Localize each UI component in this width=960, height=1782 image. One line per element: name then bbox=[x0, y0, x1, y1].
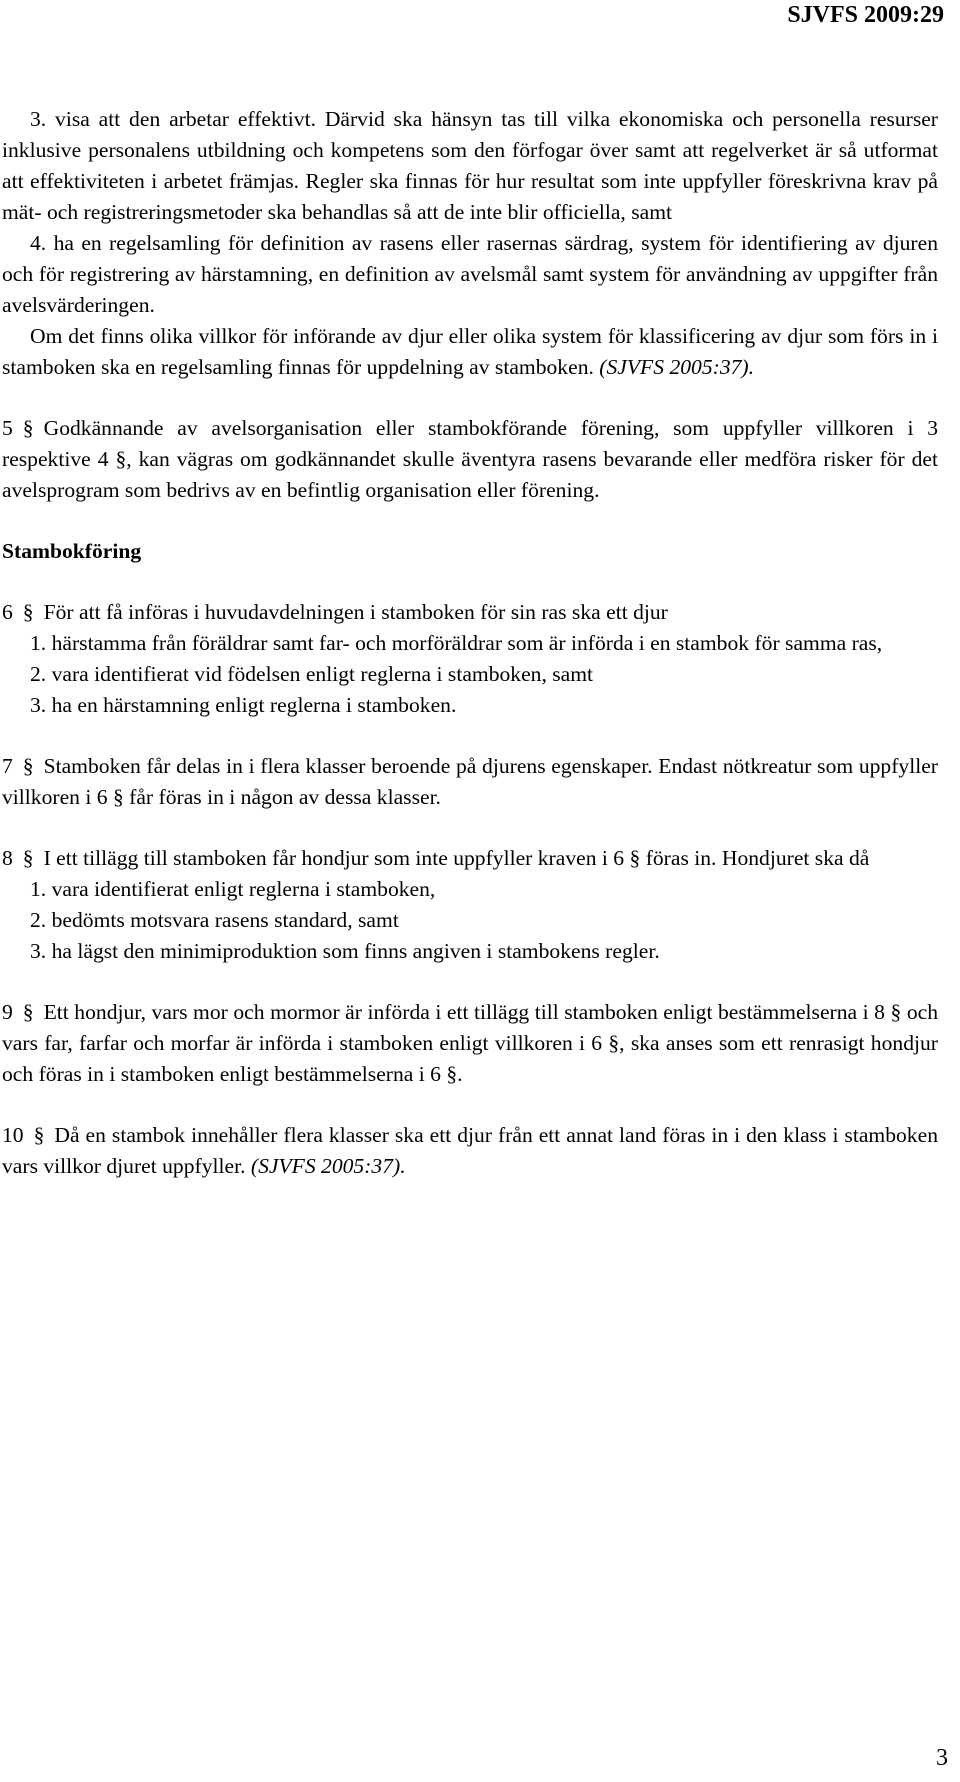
section-symbol: § bbox=[22, 754, 34, 778]
section-symbol: § bbox=[33, 1123, 45, 1147]
section-10-text: Då en stambok innehåller flera klasser ska ett djur från ett annat land föras in i den klass i stamboken vars villkor djuret uppfyller. bbox=[2, 1123, 938, 1178]
paragraph-om bbox=[2, 321, 938, 383]
section-6-item: 2. vara identifierat vid födelsen enligt reglerna i stamboken, samt bbox=[30, 662, 594, 686]
section-8 bbox=[2, 843, 938, 874]
section-5-number: 5 bbox=[2, 416, 13, 440]
section-8-intro: I ett tillägg till stamboken får hondjur som inte uppfyller kraven i 6 § föras in. Hondjuret ska då bbox=[43, 846, 870, 870]
section-symbol: § bbox=[22, 416, 34, 440]
section-symbol: § bbox=[22, 846, 34, 870]
section-symbol: § bbox=[22, 600, 34, 624]
section-5-text: Godkännande av avelsorganisation eller stambokförande förening, som uppfyller villkoren i 3 respektive 4 §, kan vägras om godkännandet skulle äventyra rasens bevarande eller medföra risker för det avelsprogram som bedrivs av en befintlig organisation eller förening. bbox=[2, 416, 938, 502]
paragraph-om-text: Om det finns olika villkor för införande av djur eller olika system för klassificering av djur som förs in i stamboken ska en regelsamling finnas för uppdelning av stamboken. bbox=[2, 324, 938, 379]
list-item-4: 4. ha en regelsamling för definition av rasens eller rasernas särdrag, system för identifiering av djuren och för registrering av härstamning, en definition av avelsmål samt system för användning av uppgifter från avelsvärderingen. bbox=[2, 231, 938, 317]
section-6-number: 6 bbox=[2, 600, 13, 624]
section-6-intro: För att få införas i huvudavdelningen i stamboken för sin ras ska ett djur bbox=[43, 600, 668, 624]
section-9-number: 9 bbox=[2, 1000, 13, 1024]
section-7 bbox=[2, 751, 938, 813]
section-symbol: § bbox=[22, 1000, 34, 1024]
document-id: SJVFS 2009:29 bbox=[787, 2, 944, 28]
reference-sjvfs: (SJVFS 2005:37). bbox=[599, 355, 755, 379]
section-9-text: Ett hondjur, vars mor och mormor är införda i ett tillägg till stamboken enligt bestämmelserna i 8 § och vars far, farfar och morfar är införda i stamboken enligt villkoren i 6 §, ska anses som ett renrasigt hondjur och föras in i stamboken enligt bestämmelserna i 6 §. bbox=[2, 1000, 938, 1086]
section-6-item: 3. ha en härstamning enligt reglerna i stamboken. bbox=[30, 693, 457, 717]
heading-stambokforing: Stambokföring bbox=[2, 539, 142, 563]
section-10-number: 10 bbox=[2, 1123, 24, 1147]
section-6 bbox=[2, 597, 938, 628]
page-number: 3 bbox=[936, 1745, 948, 1771]
section-8-item: 1. vara identifierat enligt reglerna i stamboken, bbox=[30, 877, 436, 901]
section-9 bbox=[2, 997, 938, 1090]
section-6-item: 1. härstamma från föräldrar samt far- och morföräldrar som är införda i en stambok för samma ras, bbox=[30, 631, 883, 655]
section-10 bbox=[2, 1120, 938, 1182]
section-7-number: 7 bbox=[2, 754, 13, 778]
reference-sjvfs: (SJVFS 2005:37). bbox=[250, 1154, 406, 1178]
section-7-text: Stamboken får delas in i flera klasser beroende på djurens egenskaper. Endast nötkreatur som uppfyller villkoren i 6 § får föras in i någon av dessa klasser. bbox=[2, 754, 938, 809]
list-item-3: 3. visa att den arbetar effektivt. Därvid ska hänsyn tas till vilka ekonomiska och personella resurser inklusive personalens utbildning och kompetens som den förfogar över samt att regelverket är så utformat att effektiviteten i arbetet främjas. Regler ska finnas för hur resultat som inte uppfyller föreskrivna krav på mät- och registreringsmetoder ska behandlas så att de inte blir officiella, samt bbox=[2, 107, 938, 224]
section-5 bbox=[2, 413, 938, 506]
section-8-item: 2. bedömts motsvara rasens standard, samt bbox=[30, 908, 399, 932]
section-8-item: 3. ha lägst den minimiproduktion som finns angiven i stambokens regler. bbox=[30, 939, 660, 963]
section-8-number: 8 bbox=[2, 846, 13, 870]
document-body bbox=[2, 104, 938, 1182]
